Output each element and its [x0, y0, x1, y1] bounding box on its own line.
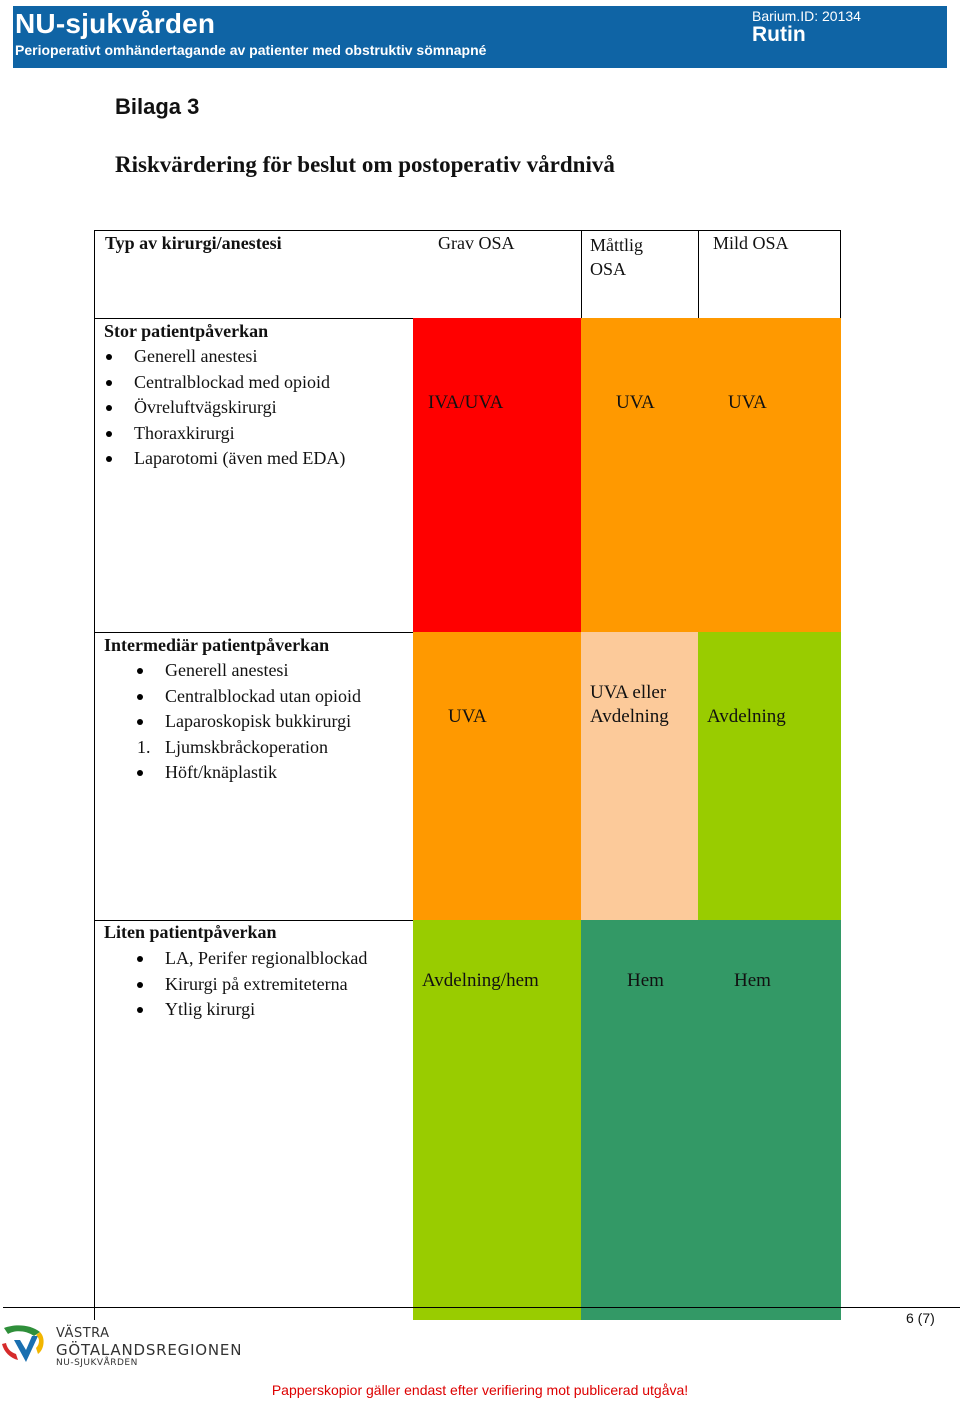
value-major-mild: UVA [728, 392, 767, 413]
value-intermediate-moderate: UVA eller Avdelning [590, 682, 669, 727]
list-item: Laparoskopisk bukkirurgi [104, 709, 404, 735]
bullet-icon [137, 982, 143, 988]
list-item: Thoraxkirurgi [104, 421, 404, 447]
value-minor-severe: Avdelning/hem [422, 970, 539, 991]
logo-text-3: NU-SJUKVÅRDEN [56, 1358, 138, 1368]
value-minor-moderate: Hem [627, 970, 664, 991]
row-title-major: Stor patientpåverkan [104, 321, 269, 341]
list-item: Centralblockad med opioid [104, 370, 404, 396]
list-item: Kirurgi på extremiteterna [104, 972, 414, 998]
list-item: Ytlig kirurgi [104, 997, 414, 1023]
bullet-icon [137, 956, 143, 962]
list-item: Laparotomi (även med EDA) [104, 446, 404, 472]
value-major-moderate: UVA [616, 392, 655, 413]
bullet-icon [106, 380, 112, 386]
cell-intermediate-moderate [581, 632, 698, 920]
list-number: 1. [137, 736, 151, 757]
bullet-icon [106, 456, 112, 462]
header-mild-osa: Mild OSA [713, 233, 789, 253]
header-surgery-type: Typ av kirurgi/anestesi [105, 233, 282, 253]
page-number: 6 (7) [906, 1310, 935, 1326]
document-type: Rutin [752, 23, 806, 46]
bullet-icon [106, 354, 112, 360]
cell-major-moderate [581, 318, 698, 632]
bullet-icon [137, 770, 143, 776]
header-severe-osa: Grav OSA [438, 233, 515, 253]
document-id: Barium.ID: 20134 [752, 8, 861, 24]
page-title: Riskvärdering för beslut om postoperativ vårdnivå [115, 152, 615, 177]
value-intermediate-mild: Avdelning [707, 706, 786, 727]
bullet-icon [106, 431, 112, 437]
footer-disclaimer: Papperskopior gäller endast efter verifiering mot publicerad utgåva! [271, 1382, 689, 1398]
bullet-icon [137, 1007, 143, 1013]
value-major-severe: IVA/UVA [428, 392, 504, 413]
cell-major-mild [698, 318, 841, 632]
cell-intermediate-mild [698, 632, 841, 920]
list-item: Övreluftvägskirurgi [104, 395, 404, 421]
bullet-icon [106, 405, 112, 411]
value-intermediate-severe: UVA [448, 706, 487, 727]
logo-text-1: VÄSTRA [56, 1326, 110, 1341]
cell-major-severe [413, 318, 581, 632]
appendix-label: Bilaga 3 [115, 94, 200, 119]
list-major [104, 344, 404, 472]
value-minor-mild: Hem [734, 970, 771, 991]
vgr-logo [0, 1318, 243, 1375]
org-name: NU-sjukvården [15, 8, 216, 39]
list-item: Generell anestesi [104, 658, 404, 684]
bullet-icon [137, 719, 143, 725]
list-item: LA, Perifer regionalblockad [104, 946, 414, 972]
row-title-intermediate: Intermediär patientpåverkan [104, 635, 330, 655]
list-item: Centralblockad utan opioid [104, 684, 404, 710]
header-banner [13, 6, 947, 68]
document-subtitle: Perioperativt omhändertagande av patienter med obstruktiv sömnapné [15, 42, 487, 58]
list-intermediate [104, 658, 404, 786]
logo-text-2: GÖTALANDSREGIONEN [56, 1341, 243, 1359]
list-item: 1. Ljumskbråckoperation [104, 735, 404, 761]
list-item: Höft/knäplastik [104, 760, 404, 786]
bullet-icon [137, 668, 143, 674]
cell-intermediate-severe [413, 632, 581, 920]
list-item: Generell anestesi [104, 344, 404, 370]
list-minor [104, 946, 414, 1023]
row-title-minor: Liten patientpåverkan [104, 922, 277, 942]
footer-divider [3, 1307, 960, 1308]
header-moderate-osa: Måttlig OSA [590, 235, 643, 279]
bullet-icon [137, 694, 143, 700]
